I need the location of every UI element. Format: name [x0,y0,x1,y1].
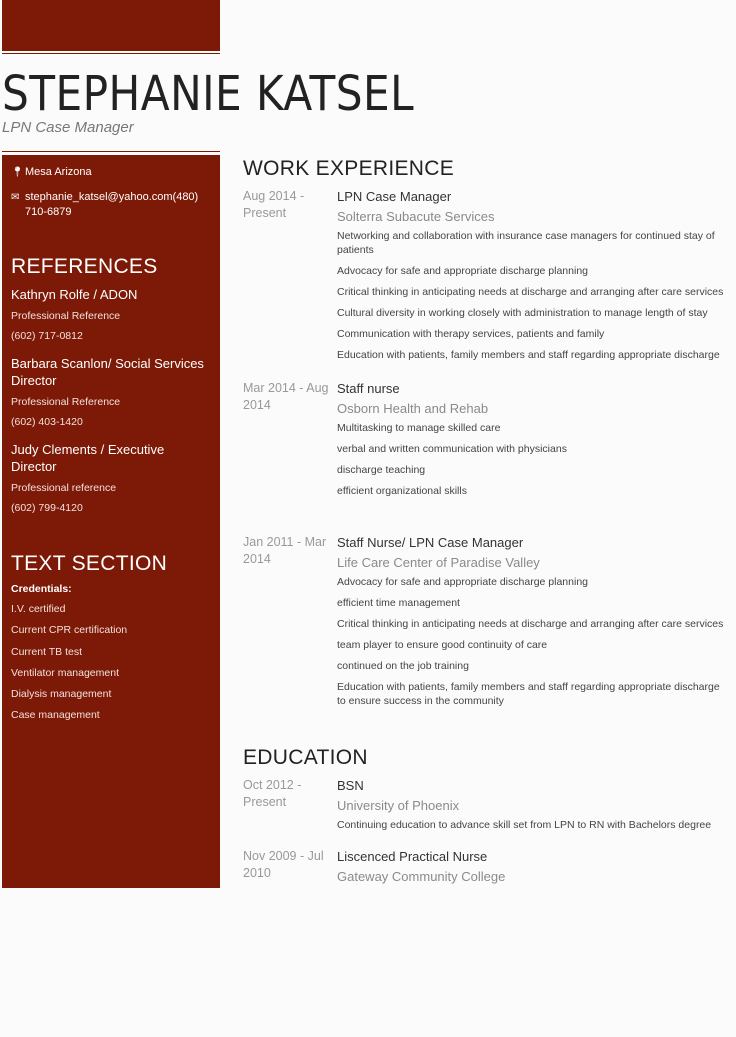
entry-body [337,777,729,832]
text-section-title: TEXT SECTION [11,552,168,575]
duty-line: Advocacy for safe and appropriate discharge planning [337,265,588,277]
institution: Gateway Community College [337,869,506,884]
duty-line: Education with patients, family members and staff regarding appropriate discharge to ensure success in the community [337,681,720,707]
duty-line: Education with patients, family members and staff regarding appropriate discharge [337,349,720,361]
duty-line: efficient organizational skills [337,485,467,497]
reference-type: Professional Reference [11,310,121,322]
job-title: LPN Case Manager [337,189,452,204]
reference-phone: (602) 403-1420 [11,416,83,428]
job-title: Staff Nurse/ LPN Case Manager [337,535,524,550]
credential-item: Current TB test [11,645,82,658]
email-phone-text[interactable]: stephanie_katsel@yahoo.com(480) 710-6879 [25,191,199,218]
entry-date: Nov 2009 - Jul 2010 [243,849,324,880]
entry-body [337,848,729,885]
duty-line: continued on the job training [337,660,469,672]
entry-date: Oct 2012 - Present [243,778,302,809]
duty-line: verbal and written communication with physicians [337,443,567,455]
reference-item [11,355,211,429]
duty-line: team player to ensure good continuity of care [337,639,548,651]
contact-location [11,165,211,180]
reference-name: Judy Clements / Executive Director [11,442,165,474]
organization: Life Care Center of Paradise Valley [337,555,540,570]
credential-item: Dialysis management [11,688,112,701]
reference-item [11,286,211,343]
degree-title: Liscenced Practical Nurse [337,849,488,864]
duty-line: discharge teaching [337,464,426,476]
duty-line: efficient time management [337,597,460,609]
credential-item: Current CPR certification [11,624,128,637]
entry-date: Mar 2014 - Aug 2014 [243,381,329,412]
reference-name: Barbara Scanlon/ Social Services Director [11,356,204,388]
degree-title: BSN [337,778,364,793]
reference-type: Professional reference [11,482,117,494]
credential-item: Case management [11,709,100,722]
header-accent-block [2,0,220,51]
duty-line: Networking and collaboration with insurance case managers for continued stay of patients [337,230,715,256]
entry-date: Jan 2011 - Mar 2014 [243,535,327,566]
location-text: Mesa Arizona [25,166,92,178]
job-title: Staff nurse [337,381,400,396]
organization: Solterra Subacute Services [337,209,495,224]
education-detail-line: Continuing education to advance skill set from LPN to RN with Bachelors degree [337,819,712,831]
resume-role: LPN Case Manager [2,119,134,136]
duty-line: Critical thinking in anticipating needs at discharge and arranging after care services [337,618,724,630]
reference-phone: (602) 799-4120 [11,502,83,514]
contact-email [11,190,211,220]
duty-line: Communication with therapy services, patients and family [337,328,605,340]
institution: University of Phoenix [337,798,460,813]
reference-name: Kathryn Rolfe / ADON [11,287,138,302]
references-title: REFERENCES [11,255,158,278]
organization: Osborn Health and Rehab [337,401,489,416]
credential-item: Ventilator management [11,666,119,679]
reference-phone: (602) 717-0812 [11,330,83,342]
entry-body [337,188,729,362]
sidebar [2,155,220,888]
duty-line: Critical thinking in anticipating needs at discharge and arranging after care services [337,286,724,298]
duty-line: Advocacy for safe and appropriate discharge planning [337,576,588,588]
entry-date: Aug 2014 - Present [243,189,305,220]
credential-item: I.V. certified [11,603,66,615]
work-experience-title: WORK EXPERIENCE [243,157,455,180]
reference-type: Professional Reference [11,396,121,408]
entry-body [337,534,729,708]
header-rule-top [2,53,220,54]
map-pin-icon: 📍︎ [11,167,24,178]
entry-body [337,380,729,498]
resume-name: STEPHANIE KATSEL [2,66,415,122]
duty-line: Cultural diversity in working closely with administration to manage length of stay [337,307,708,319]
reference-item [11,441,211,515]
credentials-heading: Credentials: [11,583,72,595]
education-title: EDUCATION [243,746,368,769]
header-rule-bottom [2,151,220,152]
envelope-icon: ✉ [11,192,20,203]
duty-line: Multitasking to manage skilled care [337,422,501,434]
